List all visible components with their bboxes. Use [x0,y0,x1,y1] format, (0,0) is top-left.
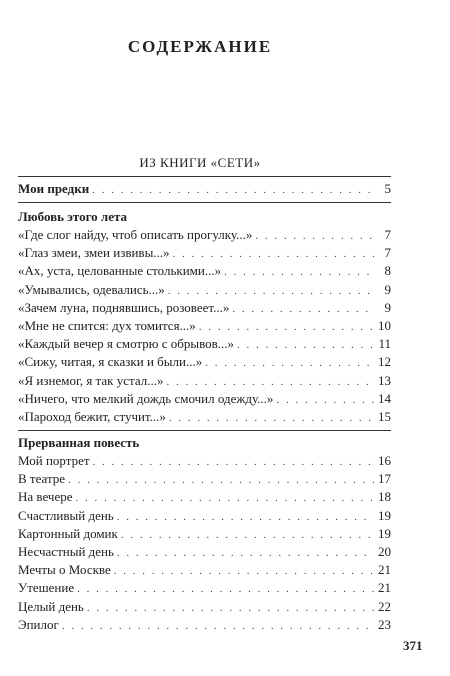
entry-label: «Умывались, одевались...» [18,281,165,297]
toc-entry [18,372,391,390]
entry-label: На вечере [18,489,73,505]
section-2 [18,434,391,634]
dot-leader [224,263,374,281]
entry-page: 8 [384,263,391,279]
entry-label: Эпилог [18,616,59,632]
entry-page: 9 [384,299,391,315]
dot-leader [168,282,374,300]
toc-entry [18,452,391,470]
entry-page: 7 [384,227,391,242]
entry-label: Несчастный день [18,543,114,559]
toc-entry [18,390,391,408]
toc-entry [18,408,391,426]
dot-leader [232,300,374,318]
divider-middle [18,202,391,203]
toc-entry [18,507,391,525]
entry-page: 12 [378,354,391,370]
divider-lower [18,430,391,431]
entry-page: 9 [384,281,391,297]
toc-entry [18,262,391,280]
dot-leader [117,508,374,526]
entry-label: «Ничего, что мелкий дождь смочил одежду...» [18,390,274,406]
entry-page: 18 [378,489,391,505]
page-title: СОДЕРЖАНИЕ [127,37,273,56]
dot-leader [87,599,374,617]
entry-page: 14 [378,390,391,406]
entry-label: Целый день [18,598,84,614]
toc-entry [18,244,391,262]
toc-entry [18,525,391,543]
dot-leader [169,409,374,427]
dot-leader [205,354,374,372]
entry-label: Утешение [18,580,75,596]
toc-entry [18,335,391,353]
dot-leader [117,544,374,562]
dot-leader [276,391,374,409]
dot-leader [255,227,374,245]
entry-label: «Мне не спится: дух томится...» [18,317,196,333]
entry-label: В театре [18,471,66,487]
entry-page: 5 [384,181,391,196]
dot-leader [121,526,374,544]
entry-label: Счастливый день [18,507,114,523]
toc-entry [18,470,391,488]
entry-label: «Ах, уста, целованные столькими...» [18,263,222,279]
entry-page: 21 [378,580,391,596]
dot-leader [93,453,374,471]
entry-label: Мой портрет [18,453,90,468]
toc-entry [18,180,391,198]
section-1 [18,208,391,426]
entry-label: Картонный домик [18,525,118,541]
entry-label: Мечты о Москве [18,562,111,578]
section-1-list [18,226,391,426]
dot-leader [62,617,374,635]
section-heading: Любовь этого лета [18,209,128,224]
dot-leader [77,580,374,598]
entry-label: Мои предки [18,181,90,196]
entry-page: 15 [378,408,391,424]
toc-entry [18,488,391,506]
first-entry [18,180,391,198]
entry-label: «Я изнемог, я так устал...» [18,372,164,388]
entry-page: 21 [378,562,391,578]
entry-page: 16 [378,453,391,468]
entry-page: 20 [378,543,391,559]
entry-label: «Где слог найду, чтоб описать прогулку...» [18,227,253,242]
toc-entry [18,317,391,335]
entry-label: «Глаз змеи, змеи извивы...» [18,245,170,261]
entry-label: «Каждый вечер я смотрю с обрывов...» [18,336,235,352]
dot-leader [68,471,374,489]
divider-top [18,176,391,177]
toc-entry [18,226,391,244]
dot-leader [173,245,374,263]
dot-leader [237,336,374,354]
entry-page: 13 [378,372,391,388]
toc-entry [18,299,391,317]
entry-page: 19 [378,525,391,541]
entry-page: 11 [378,336,391,352]
entry-page: 22 [378,598,391,614]
toc-entry [18,543,391,561]
toc-entry [18,353,391,371]
dot-leader [114,562,374,580]
toc-entry [18,616,391,634]
section-2-list [18,452,391,634]
entry-page: 19 [378,507,391,523]
entry-page: 23 [378,616,391,632]
section-heading: Прерванная повесть [18,435,140,450]
toc-entry [18,281,391,299]
dot-leader [199,318,374,336]
dot-leader [166,373,374,391]
dot-leader [92,181,374,199]
page-number: 371 [403,638,423,653]
dot-leader [76,489,375,507]
entry-page: 17 [378,471,391,487]
entry-page: 10 [378,317,391,333]
toc-entry [18,598,391,616]
entry-label: «Сижу, читая, я сказки и были...» [18,354,203,370]
toc-entry [18,561,391,579]
entry-label: «Зачем луна, поднявшись, розовеет...» [18,299,230,315]
toc-entry [18,579,391,597]
book-title: ИЗ КНИГИ «СЕТИ» [139,155,261,170]
entry-page: 7 [384,245,391,261]
entry-label: «Пароход бежит, стучит...» [18,408,166,424]
